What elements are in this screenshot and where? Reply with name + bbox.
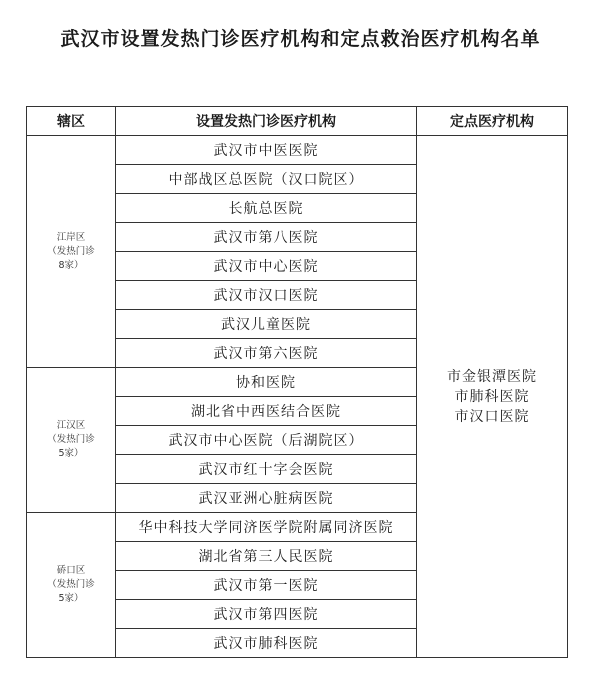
institution-cell: 华中科技大学同济医学院附属同济医院 [116,513,417,542]
page-title: 武汉市设置发热门诊医疗机构和定点救治医疗机构名单 [60,28,541,50]
institution-cell: 武汉市肺科医院 [116,629,417,658]
institution-cell: 武汉市第八医院 [116,223,417,252]
hospital-table [26,106,568,658]
institution-cell: 长航总医院 [116,194,417,223]
district-name: 硚口区 [56,565,86,576]
institution-cell: 武汉儿童医院 [116,310,417,339]
institution-cell: 武汉市第六医院 [116,339,417,368]
institution-cell: 中部战区总医院（汉口院区） [116,165,417,194]
institution-cell: 武汉市中心医院 [116,252,417,281]
institution-cell: 武汉市第四医院 [116,600,417,629]
district-note: （发热门诊 [47,434,95,445]
designated-hospital: 市汉口医院 [454,408,530,425]
designated-hospital: 市金银潭医院 [447,368,537,385]
institution-cell: 武汉市中心医院（后湖院区） [116,426,417,455]
institution-cell: 武汉市汉口医院 [116,281,417,310]
district-note: （发热门诊 [47,245,95,257]
institution-cell: 武汉市中医医院 [116,136,417,165]
district-count: 5家） [58,593,84,604]
designated-cell [417,136,568,658]
district-name: 江岸区 [56,231,86,243]
institution-cell: 武汉市第一医院 [116,571,417,600]
table-header-row [27,107,568,136]
district-note: （发热门诊 [47,579,95,590]
header-designated: 定点医疗机构 [417,107,568,136]
district-cell-qiaokou [27,513,116,658]
institution-cell: 武汉市红十字会医院 [116,455,417,484]
district-cell-jianghan [27,368,116,513]
header-fever-clinics: 设置发热门诊医疗机构 [116,107,417,136]
table-row [27,136,568,165]
district-count: 5家） [58,448,84,459]
institution-cell: 武汉亚洲心脏病医院 [116,484,417,513]
institution-cell: 湖北省中西医结合医院 [116,397,417,426]
district-name: 江汉区 [56,420,86,431]
header-district: 辖区 [27,107,116,136]
institution-cell: 湖北省第三人民医院 [116,542,417,571]
designated-hospital: 市肺科医院 [454,388,530,405]
district-count: 8家） [58,259,84,271]
institution-cell: 协和医院 [116,368,417,397]
district-cell-jiangan [27,136,116,368]
